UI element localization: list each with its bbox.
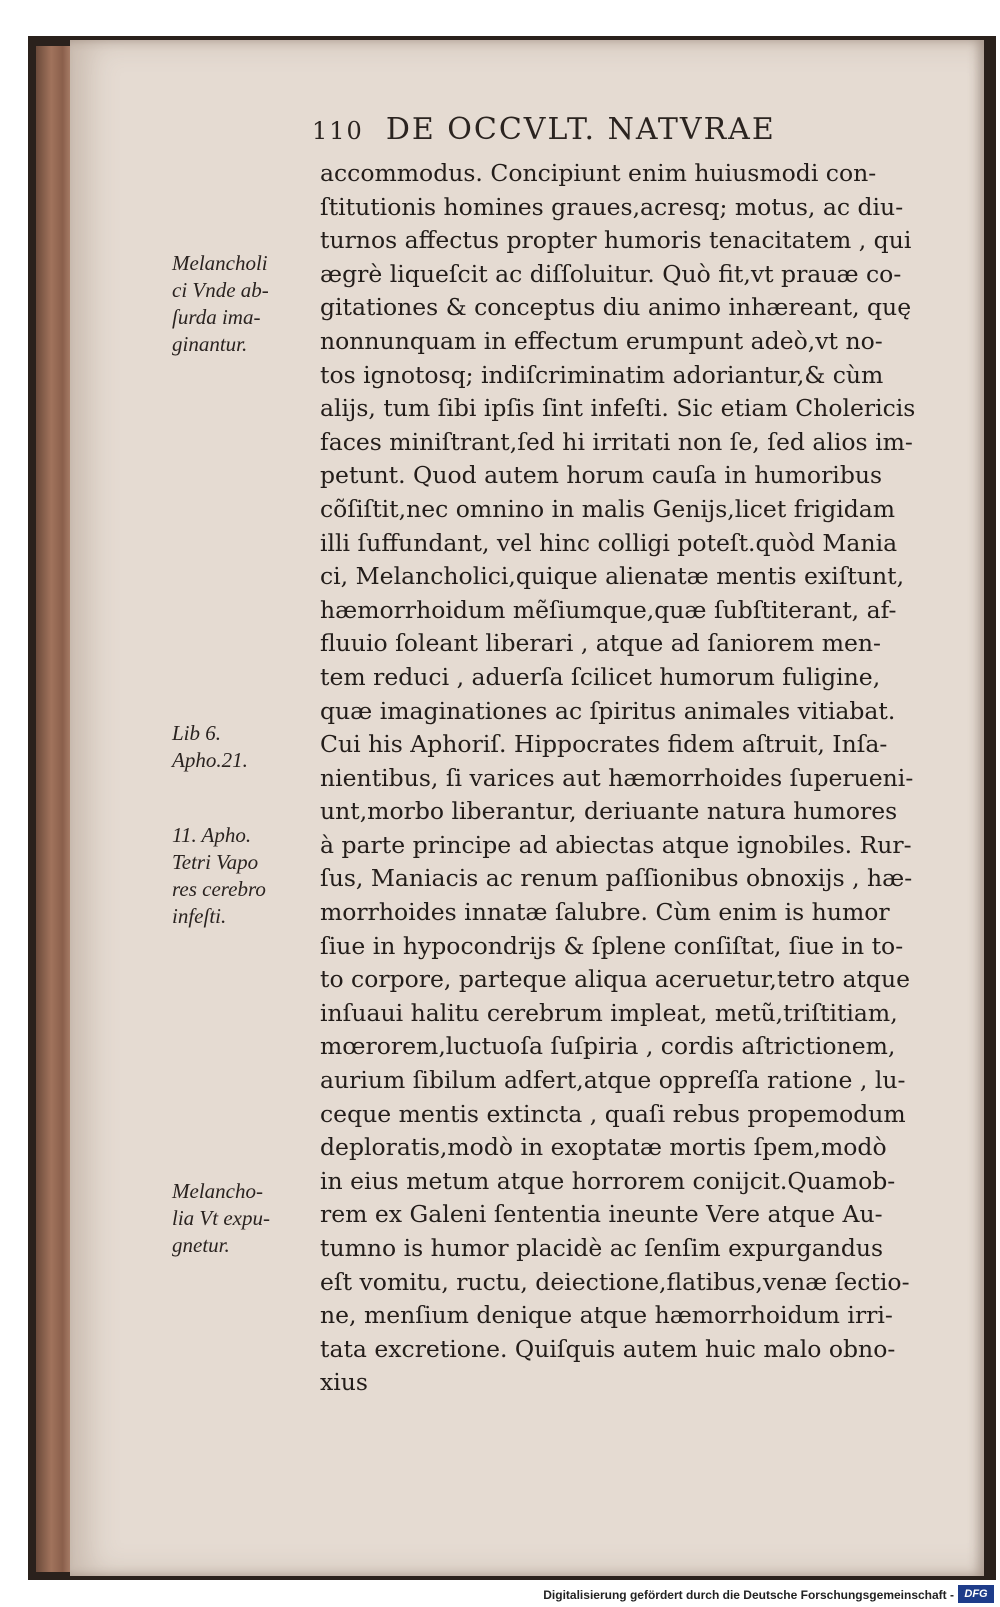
margin-note-line: Apho.21. — [172, 748, 248, 772]
margin-note-apho — [172, 822, 317, 930]
text-line: ſus, Maniacis ac renum paſſionibus obnoxijs , hæ- — [320, 864, 913, 893]
text-line: ci, Melancholici,quique alienatæ mentis exiſtunt, — [320, 562, 905, 591]
text-line: ceque mentis extincta , quaſi rebus propemodum — [320, 1099, 906, 1128]
text-line: ægrè liqueſcit ac diſſoluitur. Quò fit,vt prauæ co- — [320, 259, 902, 288]
margin-note-line: ſurda ima- — [172, 305, 261, 329]
text-line: xius — [320, 1368, 368, 1397]
footer-bar — [0, 1582, 1000, 1607]
margin-note-line: Melancho- — [172, 1179, 263, 1203]
margin-note-line: Tetri Vapo — [172, 850, 259, 874]
margin-note-line: infeſti. — [172, 904, 227, 928]
page-number: 110 — [312, 117, 364, 145]
margin-note-line: 11. Apho. — [172, 823, 252, 847]
text-line: mœrorem,luctuoſa ſuſpiria , cordis aſtrictionem, — [320, 1032, 896, 1061]
text-line: morrhoides innatæ ſalubre. Cùm enim is humor — [320, 898, 890, 927]
margin-note-lib6 — [172, 720, 317, 774]
text-line: aurium ſibilum adfert,atque oppreſſa ratione , lu- — [320, 1066, 906, 1095]
text-line: quæ imaginationes ac ſpiritus animales vitiabat. — [320, 696, 896, 725]
text-line: petunt. Quod autem horum cauſa in humoribus — [320, 461, 883, 490]
text-line: rem ex Galeni ſententia ineunte Vere atque Au- — [320, 1200, 883, 1229]
body-text — [320, 157, 960, 1400]
margin-note-melancholici — [172, 250, 317, 358]
text-line: accommodus. Concipiunt enim huiusmodi con- — [320, 159, 877, 187]
text-line: eſt vomitu, ructu, deiectione,flatibus,venæ ſectio- — [320, 1267, 910, 1296]
text-line: in eius metum atque horrorem conijcit.Quamob- — [320, 1166, 896, 1195]
text-line: nientibus, ſi varices aut hæmorrhoides ſuperueni- — [320, 763, 914, 792]
text-line: faces miniſtrant,ſed hi irritati non ſe, ſed alios im- — [320, 427, 913, 456]
text-line: tata excretione. Quiſquis autem huic malo obno- — [320, 1334, 896, 1363]
text-line: to corpore, parteque aliqua aceruetur,tetro atque — [320, 965, 911, 994]
text-line: à parte principe ad abiectas atque ignobiles. Rur- — [320, 830, 912, 859]
text-line: gitationes & conceptus diu animo inhæreant, quę — [320, 293, 912, 322]
margin-note-line: Melancholi — [172, 251, 268, 275]
text-line: tumno is humor placidè ac ſenſim expurgandus — [320, 1234, 884, 1262]
page-edge — [36, 46, 74, 1572]
margin-note-line: lia Vt expu- — [172, 1206, 270, 1230]
text-line: tem reduci , aduerſa ſcilicet humorum fuligine, — [320, 662, 881, 691]
text-line: tos ignotosq; indiſcriminatim adoriantur,& cùm — [320, 360, 884, 389]
text-line: alijs, tum ſibi ipſis ſint infeſti. Sic etiam Cholericis — [320, 394, 916, 423]
text-line: inſuaui halitu cerebrum impleat, metũ,triſtitiam, — [320, 998, 898, 1027]
text-line: cõſiſtit,nec omnino in malis Genijs,licet frigidam — [320, 494, 896, 523]
text-line: ſtitutionis homines graues,acresq; motus, ac diu- — [320, 192, 904, 221]
margin-note-line: ginantur. — [172, 332, 248, 356]
margin-note-melancholia — [172, 1178, 317, 1259]
footer-credit: Digitalisierung gefördert durch die Deutsche Forschungsgemeinschaft - — [543, 1588, 954, 1602]
text-line: fluuio ſoleant liberari , atque ad ſaniorem men- — [320, 629, 881, 658]
margin-note-line: res cerebro — [172, 877, 266, 901]
text-line: unt,morbo liberantur, deriuante natura humores — [320, 797, 898, 826]
page-header — [312, 112, 872, 152]
text-line: nonnunquam in effectum erumpunt adeò,vt no- — [320, 326, 883, 355]
text-line: ne, menſium denique atque hæmorrhoidum irri- — [320, 1301, 893, 1330]
text-line: hæmorrhoidum mẽſiumque,quæ ſubſtiterant, af- — [320, 595, 897, 624]
running-title: DE OCCVLT. NATVRAE — [385, 112, 776, 147]
dfg-logo: DFG — [958, 1585, 994, 1603]
text-line: ſiue in hypocondrijs & ſplene conſiſtat, ſiue in to- — [320, 931, 904, 960]
margin-note-line: ci Vnde ab- — [172, 278, 269, 302]
text-line: turnos affectus propter humoris tenacitatem , qui — [320, 226, 912, 255]
margin-note-line: Lib 6. — [172, 721, 222, 745]
margin-note-line: gnetur. — [172, 1233, 230, 1257]
text-line: Cui his Aphoriſ. Hippocrates fidem aſtruit, Inſa- — [320, 730, 888, 759]
text-line: deploratis,modò in exoptatæ mortis ſpem,modò — [320, 1133, 887, 1162]
text-line: illi ſuffundant, vel hinc colligi poteſt.quòd Mania — [320, 528, 898, 557]
